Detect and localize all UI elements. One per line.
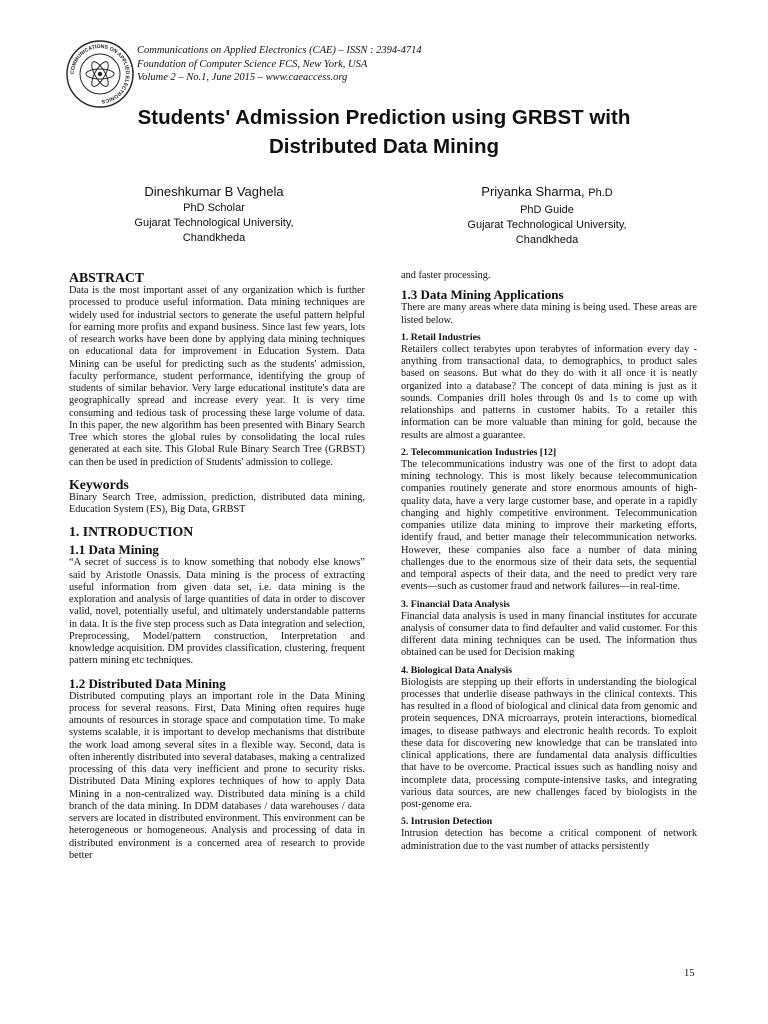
- item-heading-financial: 3. Financial Data Analysis: [401, 598, 510, 610]
- author-affiliation: Gujarat Technological University,: [467, 219, 627, 231]
- abstract-heading: ABSTRACT: [69, 270, 145, 285]
- left-column: [69, 270, 365, 862]
- section-1-1-text: “A secret of success is to know something that nobody else knows” said by Aristotle Onassis. Data mining is the process of extracting useful information from given data set, i.e. data mining is the exploration and analysis of large quantities of data in order to discover valid, novel, potentially useful, and ultimately understandable patterns in data. It is the five step process such as Data integration and selection, Preprocessing, Model/pattern construction, Interpretation and knowledge acquisition. DM provides classification, clustering, frequent pattern mining etc techniques.: [69, 557, 365, 667]
- continuation-text: and faster processing.: [401, 270, 491, 281]
- section-1-2-heading: 1.2 Distributed Data Mining: [69, 675, 226, 691]
- item-heading-biological: 4. Biological Data Analysis: [401, 664, 513, 676]
- author-name: Dineshkumar B Vaghela: [144, 184, 284, 199]
- introduction-heading: 1. INTRODUCTION: [69, 524, 194, 540]
- item-text-biological: Biologists are stepping up their efforts in understanding the biological processes that underlie disease pathways in the clinical contexts. This has resulted in a flood of biological and clinical data from genomic and protein sequences, DNA microarrays, protein interactions, biomedical images, to disease pathways and electronic health records. To exploit these data for discovering new knowledge that can be translated into clinical applications, there are fundamental data analysis difficulties that have to be overcome. Practical issues such as handling noisy and incomplete data, processing compute-intensive tasks, and integrating various data sources, are new challenges faced by biologists in the post-genome era.: [401, 676, 697, 810]
- author-city: Chandkheda: [515, 234, 579, 246]
- item-text-financial: Financial data analysis is used in many financial institutes for accurate analysis of consumer data to find defaulter and valid customer. For this different data mining techniques can be used. The information thus obtained can be used for Decision making: [401, 610, 697, 659]
- right-column: [401, 270, 697, 853]
- section-1-1-heading: 1.1 Data Mining: [69, 542, 159, 558]
- journal-line-3: Volume 2 – No.1, June 2015 – www.caeaccess.org: [137, 72, 348, 83]
- author-block-2: [417, 183, 677, 248]
- author-affiliation: Gujarat Technological University,: [134, 217, 294, 229]
- logo-text: COMMUNICATIONS ON APPLIED ELECTRONICS: [69, 43, 131, 104]
- paper-title-line-1: Students' Admission Prediction using GRBST with: [137, 106, 631, 129]
- paper-title-line-2: Distributed Data Mining: [268, 135, 500, 158]
- section-1-2-text: Distributed computing plays an important role in the Data Mining process for several reasons. First, Data Mining often requires huge amounts of resources in storage space and computation time. To make systems scalable, it is important to develop mechanisms that distribute the work load among several sites in a flexible way. Second, data is often inherently distributed into several databases, making a centralized processing of this data very inefficient and prone to security risks. Distributed Data Mining explores techniques of how to apply Data Mining in a non-centralized way. Distributed data mining is a child branch of the data mining. In DDM databases / data warehouses / data servers are located in distributed environment. This environment can be heterogeneous or homogeneous. Analysis and processing of data in distributed environment is a concerned area of research to provide better: [69, 690, 365, 861]
- keywords-text: Binary Search Tree, admission, prediction, distributed data mining, Education System (ES), Big Data, GRBST: [69, 491, 365, 515]
- author-name: Priyanka Sharma,: [481, 184, 585, 199]
- paper-title: [40, 103, 728, 161]
- author-block-1: [84, 183, 344, 246]
- item-text-telecom: The telecommunications industry was one of the first to adopt data mining technology. This is most likely because telecommunication companies routinely generate and store enormous amounts of high-quality data, have a very large customer base, and operate in a rapidly changing and highly competitive environment. Telecommunication companies utilize data mining to improve their marketing efforts, identify fraud, and better manage their telecommunication networks. However, these companies also face a number of data mining challenges due to the enormous size of their data sets, the sequential and temporal aspects of their data, and the need to predict very rare events—such as customer fraud and network failures—in real-time.: [401, 458, 697, 593]
- item-heading-retail: 1. Retail Industries: [401, 331, 481, 343]
- abstract-text: Data is the most important asset of any organization which is further processed to produce useful information. Data mining techniques are widely used for industrial sectors to generate the useful pattern helpful for earning more profits and expand business. Since last few years, lots of research works have been done by applying data mining techniques on educational data for improvement in Education System. Data Mining can be useful for predicting such as the students' admission, faculty performance, student performance, identifying the group of students of similar behavior. Very large educational institute's data are geographically spread and increase every year. It is very time consuming and tedious task of processing these large volume of data. In this paper, the new algorithm has been presented with Binary Search Tree which stores the global rules by consolidating the local rules generated at each site. This Global Rule Binary Search Tree (GRBST) can then be used in prediction of Students' admission to college.: [69, 285, 365, 468]
- page-number: 15: [684, 968, 695, 979]
- item-text-retail: Retailers collect terabytes upon terabytes of information every day - anything from transactional data, to demographics, to product sales based on seasons. But what do they do with it all once it is neatly organized into a database? The concept of data mining is just as it sounds. Companies drill holes through 0s and 1s to come up with relationships and patterns in customer habits. To a retailer this information can be more valuable than mining for gold, because the results are almost a guarantee.: [401, 343, 697, 441]
- journal-seal-logo: [66, 40, 134, 108]
- author-role: PhD Scholar: [183, 202, 245, 214]
- author-degree: Ph.D: [588, 187, 613, 199]
- author-role: PhD Guide: [520, 204, 574, 216]
- item-text-intrusion: Intrusion detection has become a critical component of network administration due to the vast number of attacks persistently: [401, 828, 697, 852]
- journal-header: [137, 44, 597, 85]
- keywords-heading: Keywords: [69, 476, 129, 492]
- item-heading-telecom: 2. Telecommunication Industries [12]: [401, 446, 557, 458]
- author-city: Chandkheda: [182, 232, 246, 244]
- item-heading-intrusion: 5. Intrusion Detection: [401, 816, 493, 828]
- journal-line-1: Communications on Applied Electronics (CAE) – ISSN : 2394-4714: [137, 45, 422, 56]
- section-1-3-heading: 1.3 Data Mining Applications: [401, 287, 564, 303]
- journal-line-2: Foundation of Computer Science FCS, New York, USA: [137, 58, 368, 70]
- section-1-3-intro: There are many areas where data mining is being used. These areas are listed below.: [401, 302, 697, 326]
